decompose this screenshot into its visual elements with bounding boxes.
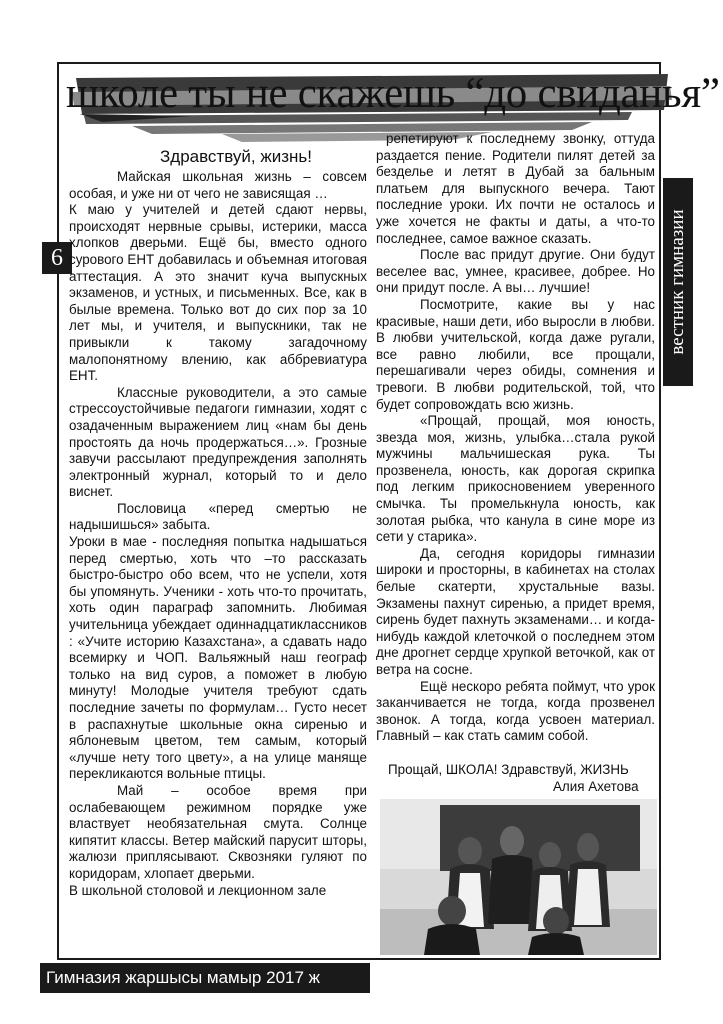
paragraph: К маю у учителей и детей сдают нервы, происходят нервные срывы, истерики, масса хлопков дверьми. Ещё бы, вместо одного сурового ЕНТ добавилась и объемная итоговая аттестация. А это значит куча выпускных экзаменов, и устных, и письменных. Все, как в былые времена. Только вот до сих пор за 10 лет мы, и учителя, и выпускники, так не привыкли к такому загадочному малопонятному влению, как аббревиатура ЕНТ. <box>69 202 367 384</box>
paragraph: Пословица «перед смертью не надышишься» забыта. <box>69 500 367 533</box>
paragraph: Майская школьная жизнь – совсем особая, и уже ни от чего не зависящая … <box>69 169 367 201</box>
left-column <box>69 169 367 899</box>
side-banner-label: вестник гимназии <box>667 209 688 355</box>
page-number: 6 <box>42 242 72 274</box>
headline: школе ты не скажешь “до свиданья” <box>66 70 720 117</box>
paragraph: Да, сегодня коридоры гимназии широки и просторны, в кабинетах на столах белые скатерти, хрустальные вазы. Экзамены пахнут сиренью, а придет время, сирень будет пахнуть экзаменами… и когда-нибудь каждой клеточкой о последнем этом дне дрогнет сердце хрупкой веточкой, как от ветра на сосне. <box>376 545 655 677</box>
right-column <box>376 131 655 745</box>
article-subheading: Здравствуй, жизнь! <box>160 147 312 166</box>
paragraph: репетируют к последнему звонку, оттуда раздается пение. Родители пилят детей за безделье и летят в Дубай за бальным платьем для выпускного вечера. Тают последние уроки. Их почти не осталось и уже хочется не факты и даты, а что-то последнее, самое важное сказать. <box>376 131 655 246</box>
paragraph: «Прощай, прощай, моя юность, звезда моя, жизнь, улыбка…стала рукой мужчины мальчишеская рука. Ты прозвенела, юность, как дорогая скрипка под легким прикосновением уверенного смычка. Ты промелькнула юность, как золотая рыбка, что канула в сине море из сети у старика». <box>376 413 655 545</box>
footer-text: Гимназия жаршысы мамыр 2017 ж <box>46 968 321 987</box>
side-banner <box>663 178 693 386</box>
closing-line: Прощай, ШКОЛА! Здравствуй, ЖИЗНЬ <box>388 762 629 777</box>
author-name: Алия Ахетова <box>553 779 639 794</box>
paragraph: После вас придут другие. Они будут веселее вас, умнее, красивее, добрее. Но они придут после. А вы… лучшие! <box>376 247 655 296</box>
paragraph: Уроки в мае - последняя попытка надышаться перед смертью, хоть что –то рассказать быстро-быстро обо всем, что не успели, хотя бы упомянуть. Ученики - хоть что-то прочитать, хоть один параграф запомнить. Любимая учительница убеждает одиннадцатиклассников : «Учите историю Казахстана», а сдавать надо всемирку и ЧОП. Вальяжный наш географ только на вид суров, а поможет в любую минуту! Молодые учителя требуют сдать последние зачеты по формулам… Густо несет в распахнутые школьные окна сиренью и яблоневым цветом, тем самым, который «лучше нету того цвету», а на улице маняще перекликаются вольные птицы. <box>69 534 367 782</box>
paragraph: Посмотрите, какие вы у нас красивые, наши дети, ибо выросли в любви. В любви учительской, когда даже ругали, все равно любили, все прощали, перешагивали через обиды, сомнения и тревоги. В любви родительской, той, что будет сопровождать всю жизнь. <box>376 296 655 412</box>
paragraph: Классные руководители, а это самые стрессоустойчивые педагоги гимназии, ходят с озадаченным выражением лиц «нам бы день простоять да ночь продержаться…». Грозные завучи рассылают предупреждения заполнять электронный журнал, который то и дело виснет. <box>69 384 367 500</box>
paragraph: В школьной столовой и лекционном зале <box>69 882 327 898</box>
paragraph: Май – особое время при ослабевающем режимном порядке уже властвует необязательная смута. Солнце кипятит классы. Ветер майский парусит шторы, жалюзи приплясывают. Сквозняки гуляют по коридорам, хлопает дверьми. <box>69 782 367 881</box>
paragraph: Ещё нескоро ребята поймут, что урок заканчивается не тогда, когда прозвенел звонок. А тогда, когда усвоен материал. Главный – как стать самим собой. <box>376 678 655 744</box>
graduates-photo <box>380 799 657 955</box>
